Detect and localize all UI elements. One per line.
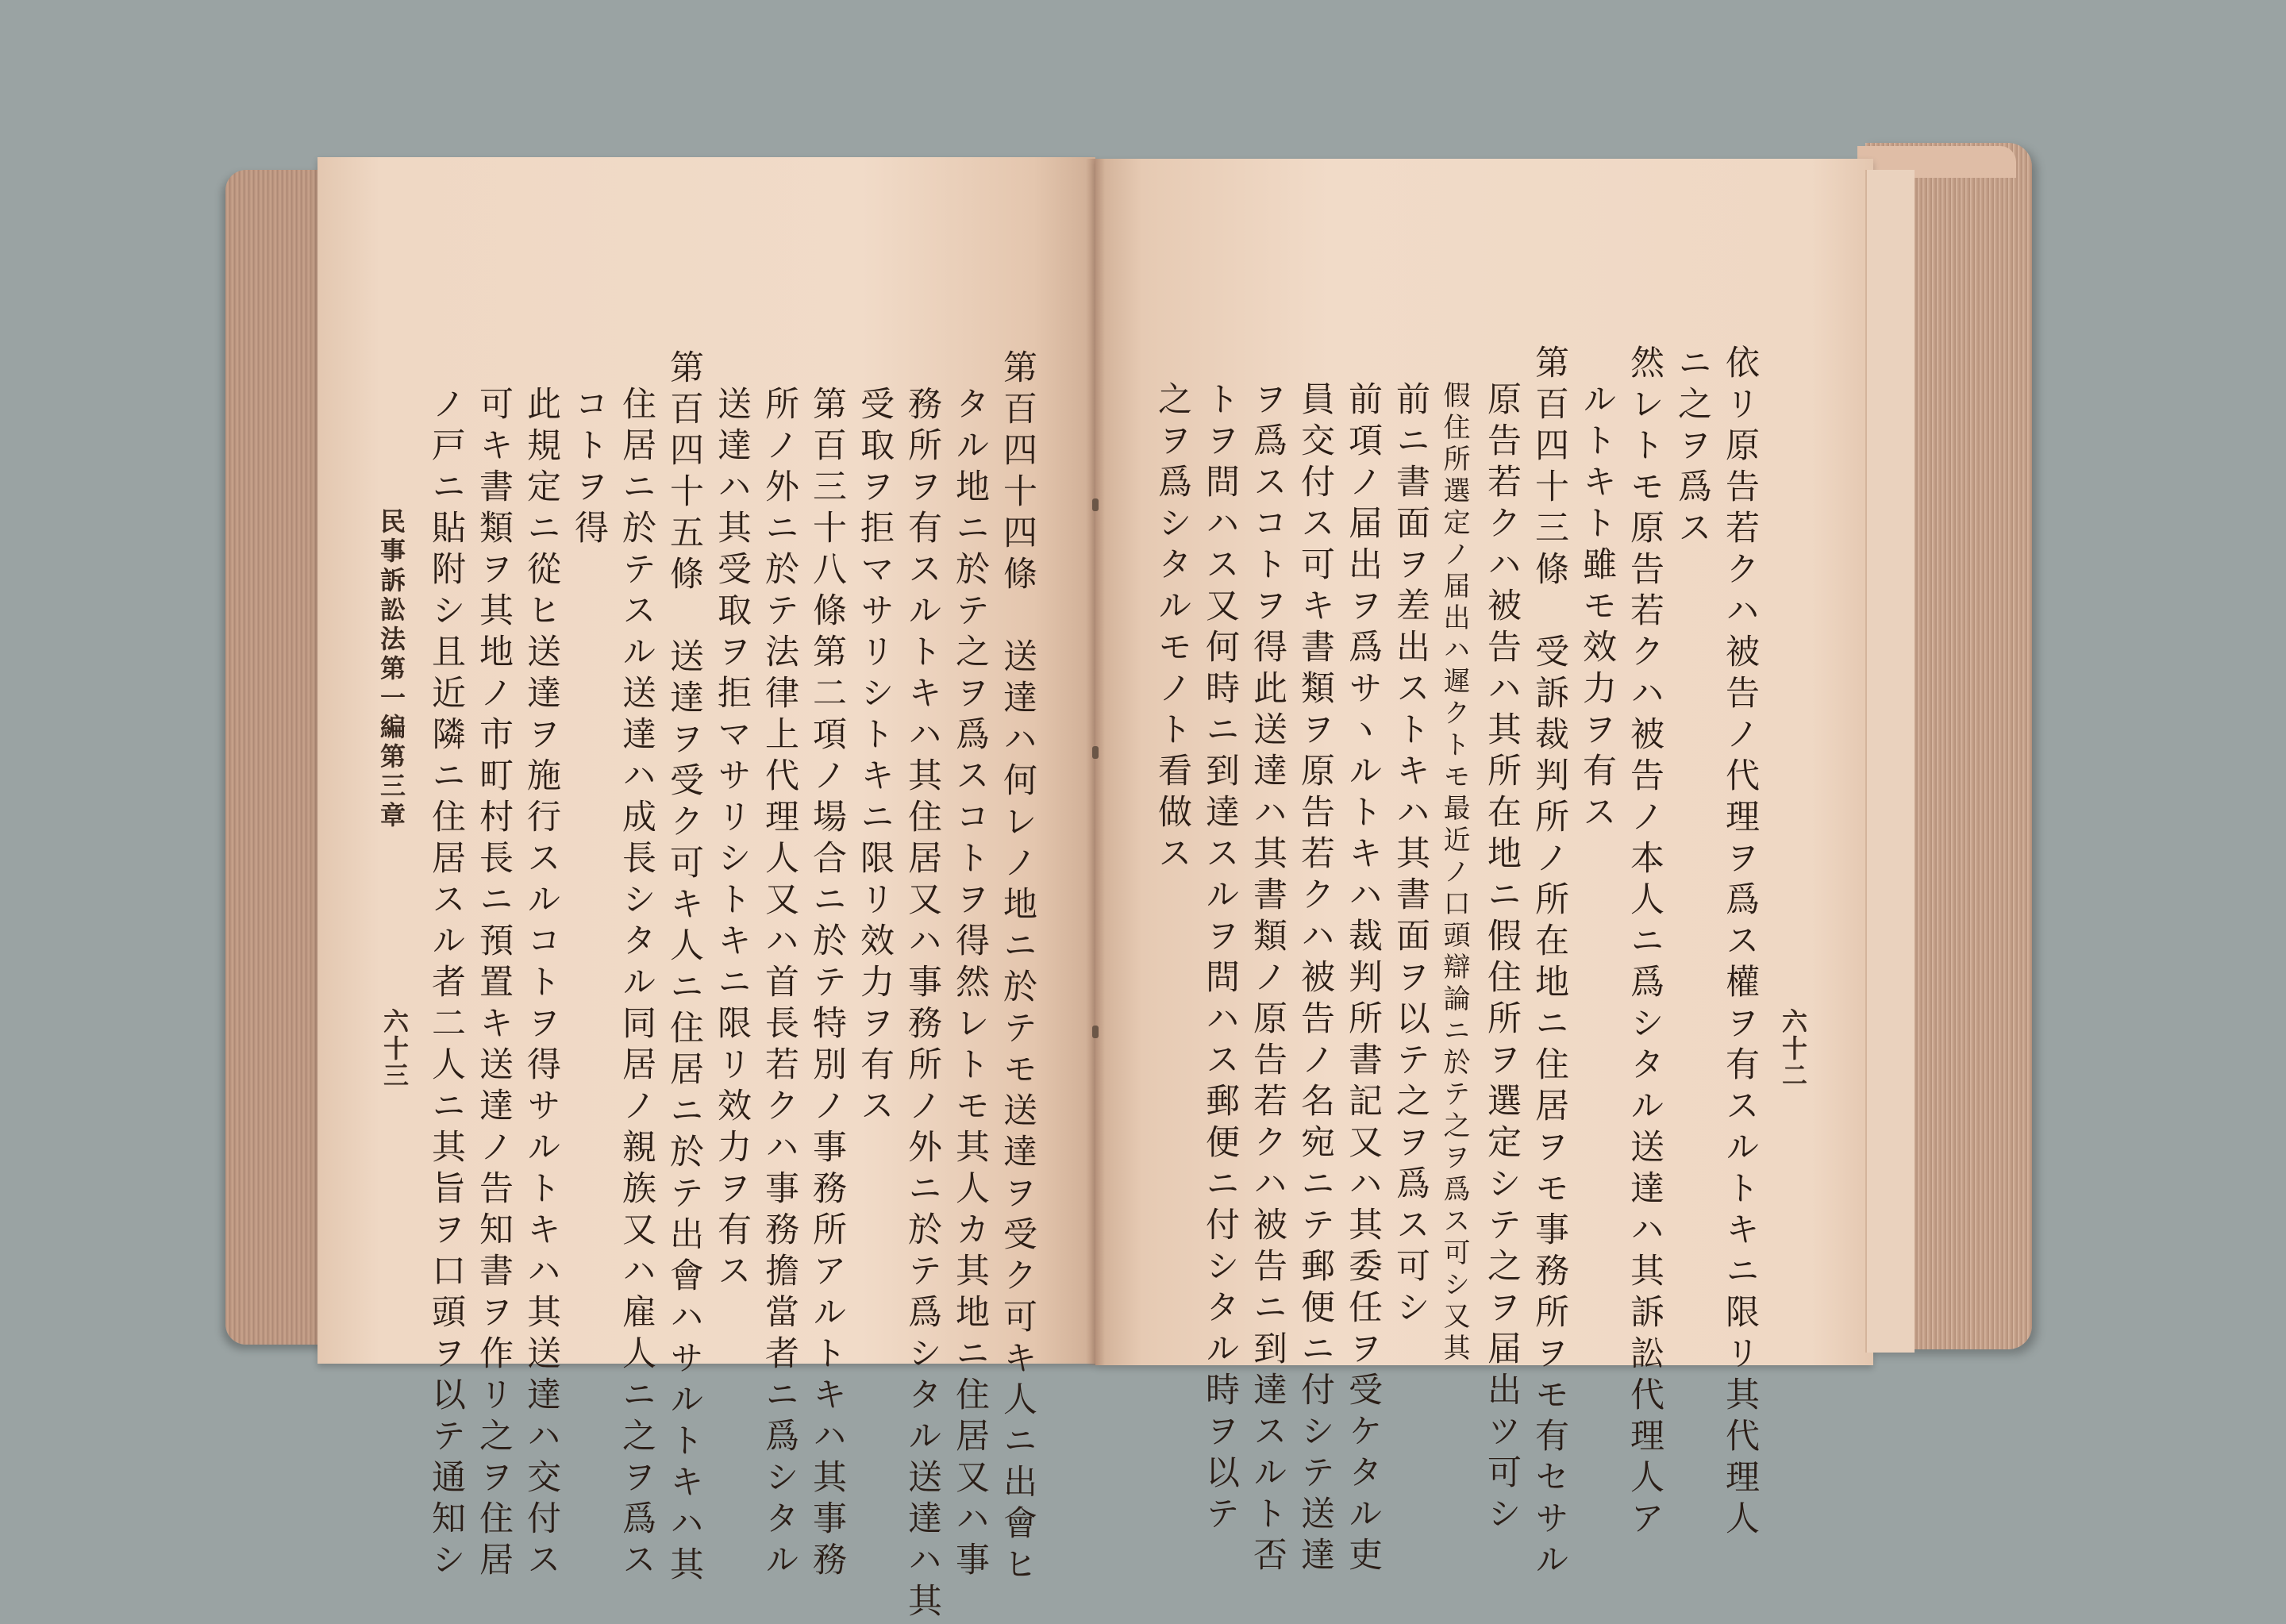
right-page-column-6: 原告若クハ被告ハ其所在地ニ假住所ヲ選定シテ之ヲ届出ツ可シ — [1482, 381, 1522, 1537]
right-page-column-5: 第百四十三條 受訴裁判所ノ所在地ニ住居ヲモ事務所ヲモ有セサル — [1530, 344, 1569, 1583]
right-page-column-12: トヲ問ハス又何時ニ到達スルヲ問ハス郵便ニ付シタル時ヲ以テ — [1200, 381, 1240, 1537]
left-page-column-7: 送達ハ其受取ヲ拒マサリシトキニ限リ效力ヲ有ス — [712, 386, 752, 1294]
left-page-column-9: 住居ニ於テスル送達ハ成長シタル同居ノ親族又ハ雇人ニ之ヲ爲ス — [617, 386, 656, 1583]
right-page-column-13: 之ヲ爲シタルモノト看做ス — [1153, 381, 1192, 876]
left-page-column-3: 務所ヲ有スルトキハ其住居又ハ事務所ノ外ニ於テ爲シタル送達ハ其 — [902, 386, 942, 1624]
binding-stitch — [1092, 1026, 1099, 1038]
right-page-column-1: 依リ原告若クハ被告ノ代理ヲ爲ス權ヲ有スルトキニ限リ其代理人 — [1720, 344, 1760, 1541]
left-page-column-13: ノ戸ニ貼附シ且近隣ニ住居スル者二人ニ其旨ヲ口頭ヲ以テ通知シ — [426, 386, 466, 1583]
binding-stitch — [1092, 746, 1099, 759]
right-page-column-2: ニ之ヲ爲ス — [1672, 344, 1712, 551]
right-page-column-10: 員交付ス可キ書類ヲ原告若クハ被告ノ名宛ニテ郵便ニ付シテ送達 — [1295, 381, 1335, 1578]
left-page-column-11: 此規定ニ從ヒ送達ヲ施行スルコトヲ得サルトキハ其送達ハ交付ス — [521, 386, 561, 1583]
binding-stitch — [1092, 498, 1099, 511]
book-gutter — [1086, 159, 1105, 1365]
left-page-column-2: タル地ニ於テ之ヲ爲スコトヲ得然レトモ其人カ其地ニ住居又ハ事 — [950, 386, 990, 1583]
left-page-running-head: 民事訴訟法第一編第三章 — [376, 508, 406, 831]
left-page-column-6: 所ノ外ニ於テ法律上代理人又ハ首長若クハ事務擔當者ニ爲シタル — [760, 386, 799, 1583]
right-page-column-11: ヲ爲スコトヲ得此送達ハ其書類ノ原告若クハ被告ニ到達スルト否 — [1248, 381, 1287, 1578]
right-page-column-8: 前ニ書面ヲ差出ストキハ其書面ヲ以テ之ヲ爲ス可シ — [1391, 381, 1430, 1330]
left-page-column-8: 第百四十五條 送達ヲ受ク可キ人ニ住居ニ於テ出會ハサルトキハ其 — [664, 349, 704, 1587]
folded-inner-sheet — [1865, 170, 1915, 1353]
right-page-column-9: 前項ノ届出ヲ爲サヽルトキハ裁判所書記又ハ其委任ヲ受ケタル吏 — [1343, 381, 1383, 1578]
left-page-column-12: 可キ書類ヲ其地ノ市町村長ニ預置キ送達ノ告知書ヲ作リ之ヲ住居 — [474, 386, 514, 1583]
left-page-column-5: 第百三十八條第二項ノ場合ニ於テ特別ノ事務所アルトキハ其事務 — [807, 386, 847, 1583]
left-page-folio: 六十三 — [379, 1008, 410, 1089]
left-page-column-4: 受取ヲ拒マサリシトキニ限リ效力ヲ有ス — [855, 386, 895, 1129]
left-page-column-10: コトヲ得 — [569, 386, 609, 551]
right-page-column-4: ルトキト雖モ效力ヲ有ス — [1577, 381, 1617, 835]
right-page-folio: 六十二 — [1778, 1008, 1808, 1089]
left-page-column-1: 第百四十四條 送達ハ何レノ地ニ於テモ送達ヲ受ク可キ人ニ出會ヒ — [998, 349, 1037, 1587]
right-page-column-3: 然レトモ原告若クハ被告ノ本人ニ爲シタル送達ハ其訴訟代理人ア — [1625, 344, 1664, 1541]
right-page-column-7: 假住所選定ノ届出ハ遲クトモ最近ノ口頭辯論ニ於テ之ヲ爲ス可シ又其 — [1438, 381, 1470, 1365]
